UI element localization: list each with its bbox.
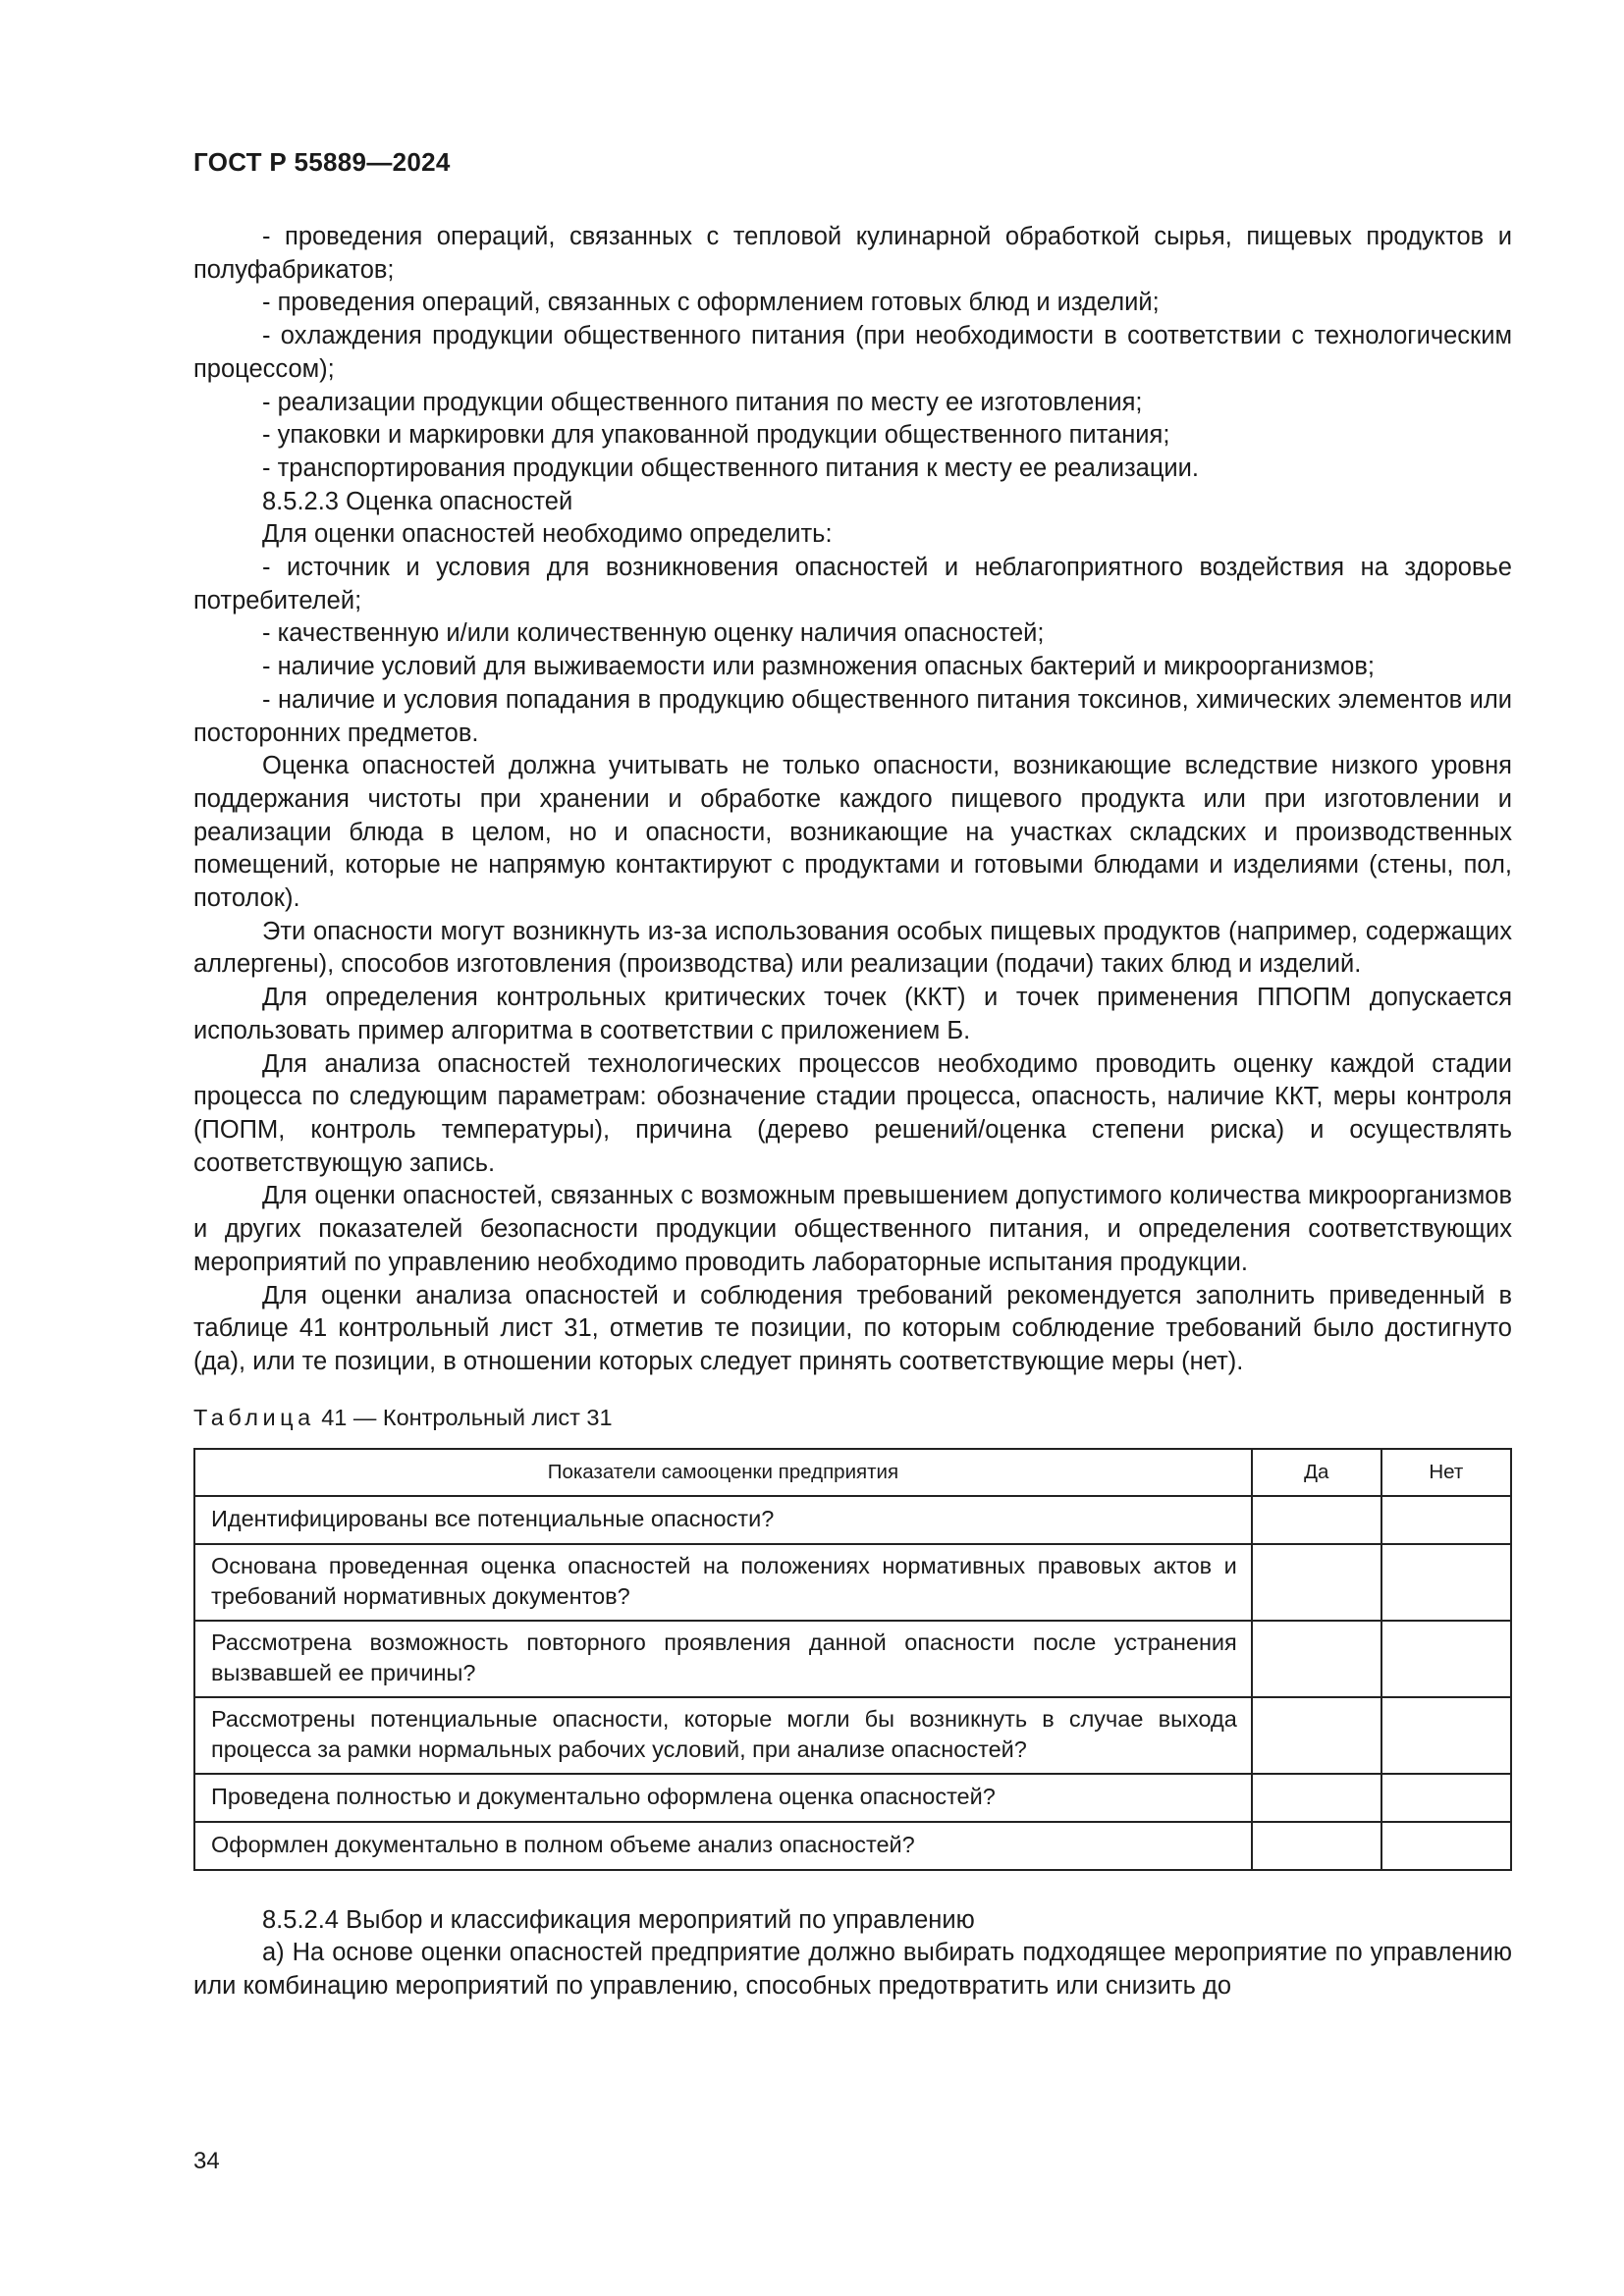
paragraph: - качественную и/или количественную оценку наличия опасностей; (262, 619, 1045, 648)
table-row (194, 1496, 1511, 1544)
checklist-table (193, 1448, 1512, 1871)
paragraph: - источник и условия для возникновения опасностей и неблагоприятного воздействия на здоровье потребителей; (193, 554, 1512, 614)
no-cell (1381, 1544, 1511, 1621)
header-yes: Да (1252, 1449, 1381, 1496)
question-cell: Оформлен документально в полном объеме анализ опасностей? (194, 1822, 1252, 1870)
question-cell: Рассмотрены потенциальные опасности, которые могли бы возникнуть в случае выхода процесса за рамки нормальных рабочих условий, при анализе опасностей? (194, 1697, 1252, 1774)
table-caption-label: Таблица (193, 1404, 315, 1430)
section-heading: 8.5.2.4 Выбор и классификация мероприятий по управлению (262, 1905, 975, 1934)
yes-cell (1252, 1697, 1381, 1774)
yes-cell (1252, 1822, 1381, 1870)
page-content (193, 221, 1512, 2003)
paragraph: а) На основе оценки опасностей предприятие должно выбирать подходящее мероприятие по управлению или комбинацию мероприятий по управлению, способных предотвратить или снизить до (193, 1939, 1512, 2001)
yes-cell (1252, 1496, 1381, 1544)
table-row (194, 1822, 1511, 1870)
paragraph: Для оценки опасностей, связанных с возможным превышением допустимого количества микроорганизмов и других показателей безопасности продукции общественного питания, и определения соответствующих мероприятий по управлению необходимо проводить лабораторные испытания продукции. (193, 1182, 1512, 1276)
yes-cell (1252, 1774, 1381, 1822)
document-header: ГОСТ Р 55889—2024 (193, 147, 451, 177)
paragraph: - охлаждения продукции общественного питания (при необходимости в соответствии с технологическим процессом); (193, 322, 1512, 383)
paragraph: - транспортирования продукции общественного питания к месту ее реализации. (262, 454, 1199, 482)
table-row (194, 1697, 1511, 1774)
question-cell: Рассмотрена возможность повторного проявления данной опасности после устранения вызвавшей ее причины? (194, 1621, 1252, 1697)
no-cell (1381, 1697, 1511, 1774)
paragraph: - наличие и условия попадания в продукцию общественного питания токсинов, химических элементов или посторонних предметов. (193, 685, 1512, 747)
header-no: Нет (1381, 1449, 1511, 1496)
paragraph: Эти опасности могут возникнуть из-за использования особых пищевых продуктов (например, содержащих аллергены), способов изготовления (производства) или реализации (подачи) таких блюд и изделий. (193, 917, 1512, 979)
paragraph: - упаковки и маркировки для упакованной продукции общественного питания; (262, 421, 1170, 450)
section-heading: 8.5.2.3 Оценка опасностей (262, 487, 573, 515)
paragraph: Для оценки анализа опасностей и соблюдения требований рекомендуется заполнить приведенный в таблице 41 контрольный лист 31, отметив те позиции, по которым соблюдение требований было достигнуто (да), или те позиции, в отношении которых следует принять соответствующие меры (нет). (193, 1281, 1512, 1375)
table-header-row (194, 1449, 1511, 1496)
no-cell (1381, 1621, 1511, 1697)
paragraph: - проведения операций, связанных с оформлением готовых блюд и изделий; (262, 289, 1160, 317)
table-caption (193, 1403, 1512, 1432)
no-cell (1381, 1496, 1511, 1544)
table-caption-text: 41 — Контрольный лист 31 (321, 1404, 613, 1430)
table-row (194, 1621, 1511, 1697)
no-cell (1381, 1774, 1511, 1822)
question-cell: Основана проведенная оценка опасностей на положениях нормативных правовых актов и требований нормативных документов? (194, 1544, 1252, 1621)
header-indicator: Показатели самооценки предприятия (194, 1449, 1252, 1496)
paragraph: - проведения операций, связанных с тепловой кулинарной обработкой сырья, пищевых продуктов и полуфабрикатов; (193, 223, 1512, 284)
after-table-section (193, 1904, 1512, 2003)
table-row (194, 1544, 1511, 1621)
question-cell: Идентифицированы все потенциальные опасности? (194, 1496, 1252, 1544)
paragraph: Для оценки опасностей необходимо определить: (262, 520, 833, 549)
question-cell: Проведена полностью и документально оформлена оценка опасностей? (194, 1774, 1252, 1822)
yes-cell (1252, 1621, 1381, 1697)
paragraph: Оценка опасностей должна учитывать не только опасности, возникающие вследствие низкого уровня поддержания чистоты при хранении и обработке каждого пищевого продукта или при изготовлении и реализации блюда в целом, но и опасности, возникающие на участках складских и производственных помещений, которые не напрямую контактируют с продуктами и готовыми блюдами и изделиями (стены, пол, потолок). (193, 752, 1512, 913)
paragraph: Для анализа опасностей технологических процессов необходимо проводить оценку каждой стадии процесса по следующим параметрам: обозначение стадии процесса, опасность, наличие ККТ, меры контроля (ПОПМ, контроль температуры), причина (дерево решений/оценка степени риска) и осуществлять соответствующую запись. (193, 1049, 1512, 1177)
no-cell (1381, 1822, 1511, 1870)
paragraph: - реализации продукции общественного питания по месту ее изготовления; (262, 388, 1143, 416)
yes-cell (1252, 1544, 1381, 1621)
paragraph: - наличие условий для выживаемости или размножения опасных бактерий и микроорганизмов; (262, 653, 1375, 681)
table-row (194, 1774, 1511, 1822)
page-number: 34 (193, 2148, 220, 2174)
paragraph: Для определения контрольных критических точек (ККТ) и точек применения ППОПМ допускается использовать пример алгоритма в соответствии с приложением Б. (193, 984, 1512, 1044)
